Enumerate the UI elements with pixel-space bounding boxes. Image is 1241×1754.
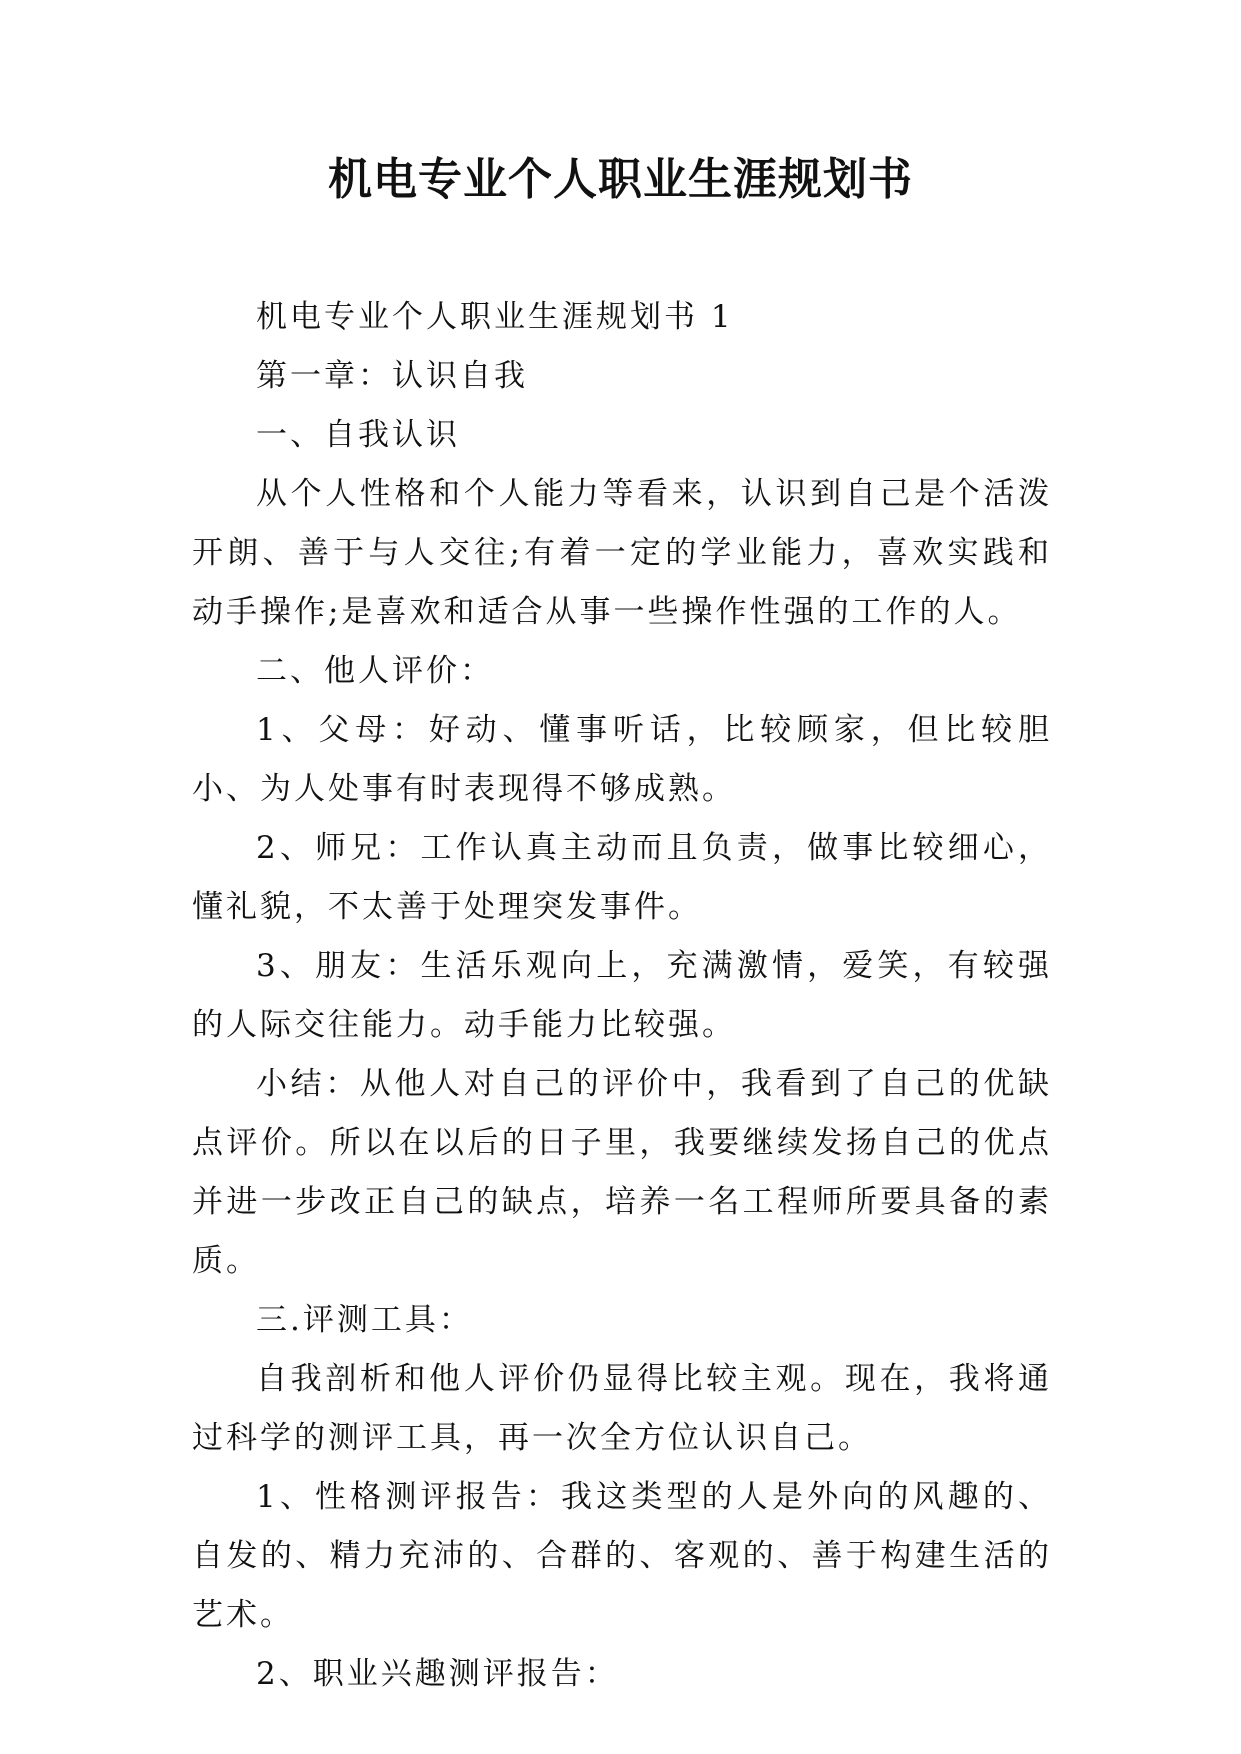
paragraph-section-assessment-tools: 三.评测工具： bbox=[256, 1302, 473, 1338]
document-body bbox=[192, 288, 1052, 1704]
paragraph-heading-1: 机电专业个人职业生涯规划书 1 bbox=[256, 299, 734, 335]
paragraph-interest-report: 2、职业兴趣测评报告： bbox=[256, 1656, 619, 1692]
paragraph-section-self-knowledge: 一、自我认识 bbox=[256, 417, 460, 453]
paragraph-assessment-intro: 自我剖析和他人评价仍显得比较主观。现在，我将通过科学的测评工具，再一次全方位认识自己。 bbox=[192, 1361, 1052, 1456]
paragraph-self-description: 从个人性格和个人能力等看来，认识到自己是个活泼开朗、善于与人交往;有着一定的学业能力，喜欢实践和动手操作;是喜欢和适合从事一些操作性强的工作的人。 bbox=[192, 476, 1052, 630]
document-title: 机电专业个人职业生涯规划书 bbox=[328, 154, 913, 205]
paragraph-personality-report: 1、性格测评报告：我这类型的人是外向的风趣的、自发的、精力充沛的、合群的、客观的、善于构建生活的艺术。 bbox=[192, 1479, 1052, 1633]
paragraph-section-others-evaluation: 二、他人评价： bbox=[256, 653, 494, 689]
paragraph-chapter-1: 第一章：认识自我 bbox=[256, 358, 528, 394]
paragraph-parents: 1、父母：好动、懂事听话，比较顾家，但比较胆小、为人处事有时表现得不够成熟。 bbox=[192, 712, 1052, 807]
paragraph-summary: 小结：从他人对自己的评价中，我看到了自己的优缺点评价。所以在以后的日子里，我要继续发扬自己的优点并进一步改正自己的缺点，培养一名工程师所要具备的素质。 bbox=[192, 1066, 1052, 1279]
paragraph-senior: 2、师兄：工作认真主动而且负责，做事比较细心，懂礼貌，不太善于处理突发事件。 bbox=[192, 830, 1052, 925]
paragraph-friends: 3、朋友：生活乐观向上，充满激情，爱笑，有较强的人际交往能力。动手能力比较强。 bbox=[192, 948, 1052, 1043]
